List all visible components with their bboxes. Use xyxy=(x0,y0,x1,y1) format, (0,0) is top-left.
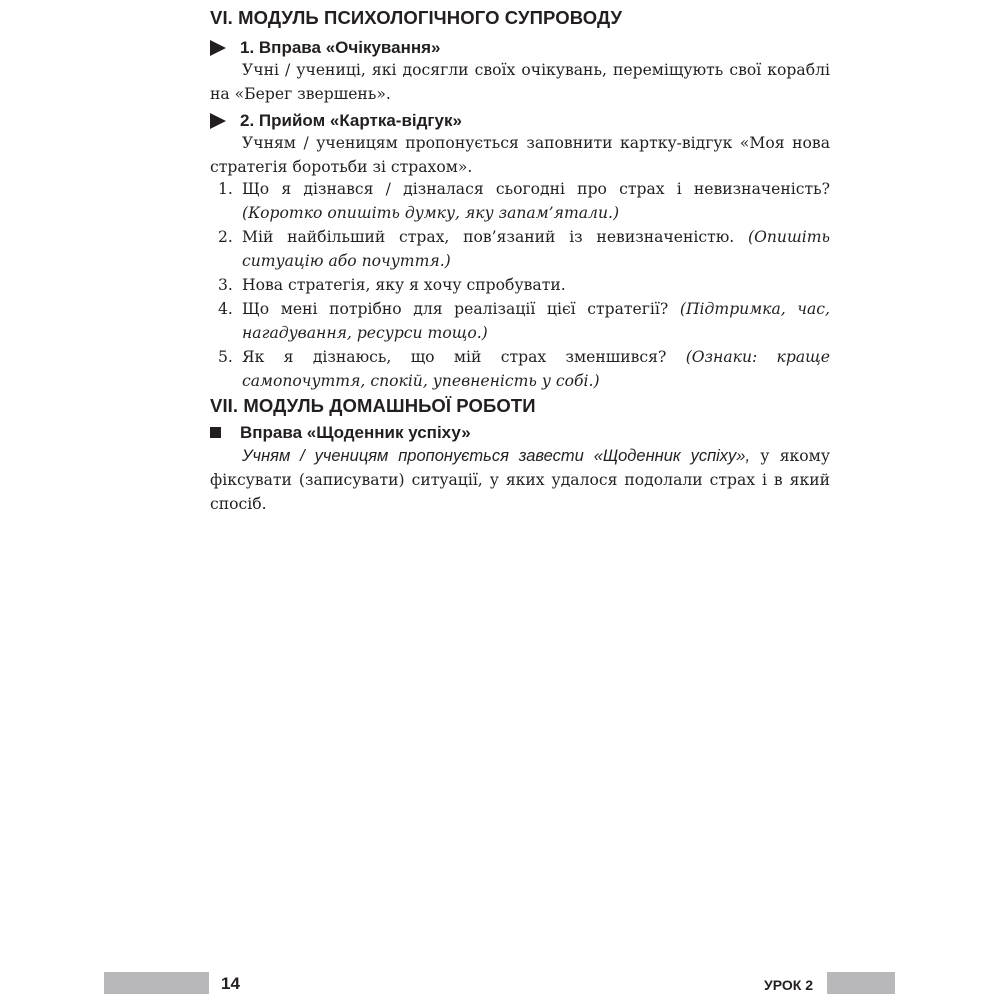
square-bullet-icon xyxy=(210,427,221,438)
exercise-2-text: Учням / ученицям пропонується заповнити картку-відгук «Моя нова стратегія боротьби зі страхом». xyxy=(210,134,830,176)
para-italic-lead: Учням / ученицям пропонується завести «Щоденник успіху», xyxy=(242,447,751,465)
homework-exercise-text xyxy=(210,444,830,516)
section-7-heading: VII. МОДУЛЬ ДОМАШНЬОЇ РОБОТИ xyxy=(210,395,536,416)
homework-exercise-heading xyxy=(210,421,471,445)
list-item: 4. Що мені потрібно для реалізації цієї стратегії? (Підтримка, час, нагадування, ресурси тощо.) xyxy=(218,300,830,342)
section-6-heading: VI. МОДУЛЬ ПСИХОЛОГІЧНОГО СУПРОВОДУ xyxy=(210,7,623,28)
exercise-1-title: 1. Вправа «Очікування» xyxy=(240,38,441,57)
list-item: 2. Мій найбільший страх, пов’язаний із невизначеністю. (Опишіть ситуацію або почуття.) xyxy=(218,228,830,270)
feedback-card-list xyxy=(210,177,830,393)
homework-exercise-title: Вправа «Щоденник успіху» xyxy=(240,423,471,442)
lesson-label: УРОК 2 xyxy=(764,977,813,993)
list-item: 1. Що я дізнався / дізналася сьогодні про страх і невизначеність? (Коротко опишіть думку, яку запам’ятали.) xyxy=(218,180,830,222)
list-item: 3. Нова стратегія, яку я хочу спробувати. xyxy=(218,276,566,294)
footer-bar-right xyxy=(827,972,895,994)
list-item: 5. Як я дізнаюсь, що мій страх зменшився? (Ознаки: краще самопочуття, спокій, упевненість у собі.) xyxy=(218,348,830,390)
exercise-2-title: 2. Прийом «Картка-відгук» xyxy=(240,111,462,130)
exercise-2-heading xyxy=(210,109,462,133)
exercise-1-text: Учні / учениці, які досягли своїх очікувань, переміщують свої кораблі на «Берег звершень». xyxy=(210,61,830,103)
triangle-bullet-icon xyxy=(210,40,226,56)
para-rest: у якому фіксувати (записувати) ситуації, у яких удалося подолали страх і в який спосіб. xyxy=(210,447,830,513)
triangle-bullet-icon xyxy=(210,113,226,129)
footer-bar-left xyxy=(104,972,209,994)
page-number: 14 xyxy=(221,974,240,993)
exercise-1-heading xyxy=(210,36,441,60)
